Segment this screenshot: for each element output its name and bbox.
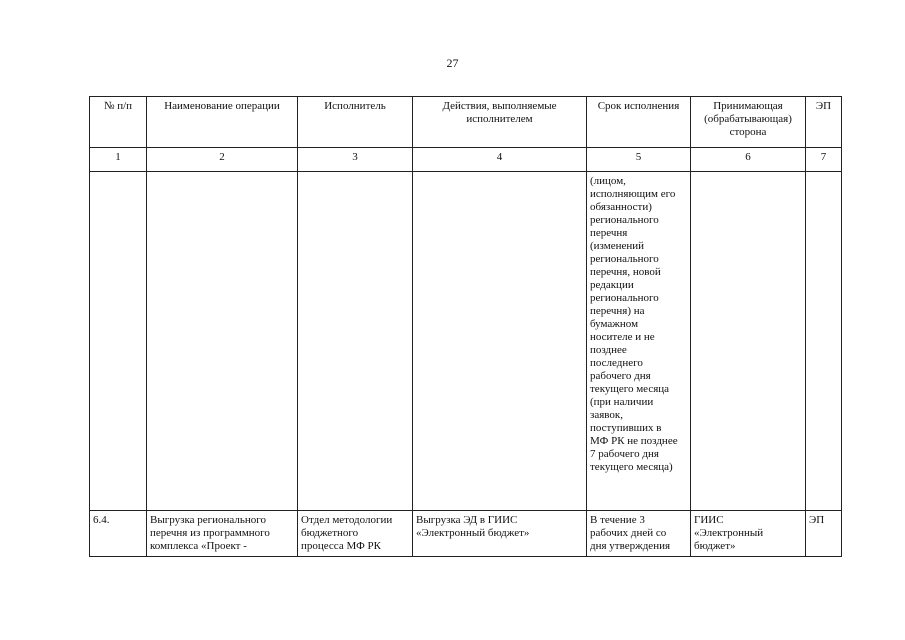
column-number: 1: [90, 148, 147, 172]
table-cell: [806, 172, 842, 511]
header-receiver: Принимающая (обрабатывающая) сторона: [691, 97, 806, 148]
table-cell: [691, 172, 806, 511]
column-number: 6: [691, 148, 806, 172]
header-executor: Исполнитель: [298, 97, 413, 148]
header-operation: Наименование операции: [147, 97, 298, 148]
table-cell: [298, 172, 413, 511]
column-number-row: [90, 148, 842, 172]
column-number: 3: [298, 148, 413, 172]
column-number: 5: [587, 148, 691, 172]
table-cell: [147, 172, 298, 511]
receiver-cell: ГИИС «Электронный бюджет»: [691, 511, 806, 557]
table-cell: [90, 172, 147, 511]
signature-cell: ЭП: [806, 511, 842, 557]
header-number: № п/п: [90, 97, 147, 148]
page-number: 27: [446, 56, 459, 70]
column-number: 2: [147, 148, 298, 172]
operation-cell: Выгрузка регионального перечня из программного комплекса «Проект -: [147, 511, 298, 557]
continuation-row: [90, 172, 842, 511]
header-row: [90, 97, 842, 148]
header-signature: ЭП: [806, 97, 842, 148]
table-row-6-4: [90, 511, 842, 557]
column-number: 7: [806, 148, 842, 172]
header-actions: Действия, выполняемые исполнителем: [413, 97, 587, 148]
column-number: 4: [413, 148, 587, 172]
operations-table: [89, 96, 842, 557]
header-deadline: Срок исполнения: [587, 97, 691, 148]
row-number-cell: 6.4.: [90, 511, 147, 557]
deadline-continuation-cell: (лицом, исполняющим его обязанности) регионального перечня (изменений регионального перечня, новой редакции регионального перечня) на бумажном носителе и не позднее последнего рабочего дня текущего месяца (при наличии заявок, поступивших в МФ РК не позднее 7 рабочего дня текущего месяца): [587, 172, 691, 511]
deadline-cell: В течение 3 рабочих дней со дня утверждения: [587, 511, 691, 557]
actions-cell: Выгрузка ЭД в ГИИС «Электронный бюджет»: [413, 511, 587, 557]
executor-cell: Отдел методологии бюджетного процесса МФ РК: [298, 511, 413, 557]
table-cell: [413, 172, 587, 511]
